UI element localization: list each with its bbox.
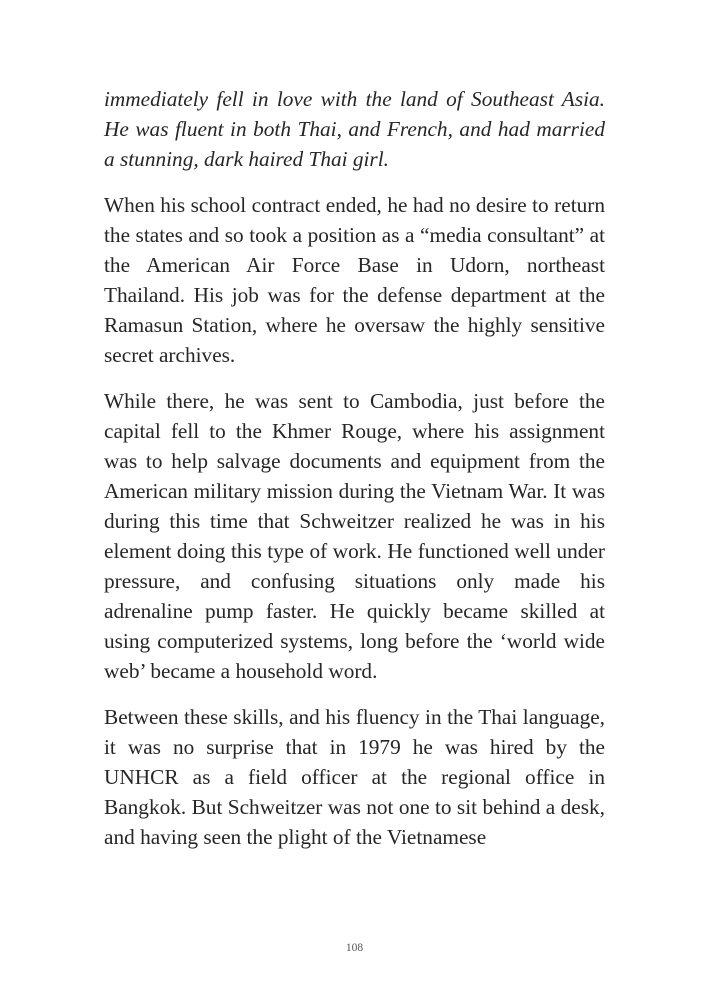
paragraph-1: immediately fell in love with the land of Southeast Asia. He was fluent in both Thai, and French, and had married a stunning, dark haired Thai girl. xyxy=(104,87,605,171)
page-number: 108 xyxy=(345,942,364,954)
paragraph-3: While there, he was sent to Cambodia, just before the capital fell to the Khmer Rouge, where his assignment was to help salvage documents and equipment from the American military mission during the Vietnam War. It was during this time that Schweitzer realized he was in his element doing this type of work. He functioned well under pressure, and confusing situations only made his adrenaline pump faster. He quickly became skilled at using computerized systems, long before the ‘world wide web’ became a household word. xyxy=(104,389,605,683)
paragraph-2: When his school contract ended, he had no desire to return the states and so took a position as a “media consultant” at the American Air Force Base in Udorn, northeast Thailand. His job was for the defense department at the Ramasun Station, where he oversaw the highly sensitive secret archives. xyxy=(104,193,605,367)
paragraph-4: Between these skills, and his fluency in the Thai language, it was no surprise that in 1979 he was hired by the UNHCR as a field officer at the regional office in Bangkok. But Schweitzer was not one to sit behind a desk, and having seen the plight of the Vietnamese xyxy=(104,705,605,849)
body-text xyxy=(104,84,605,852)
